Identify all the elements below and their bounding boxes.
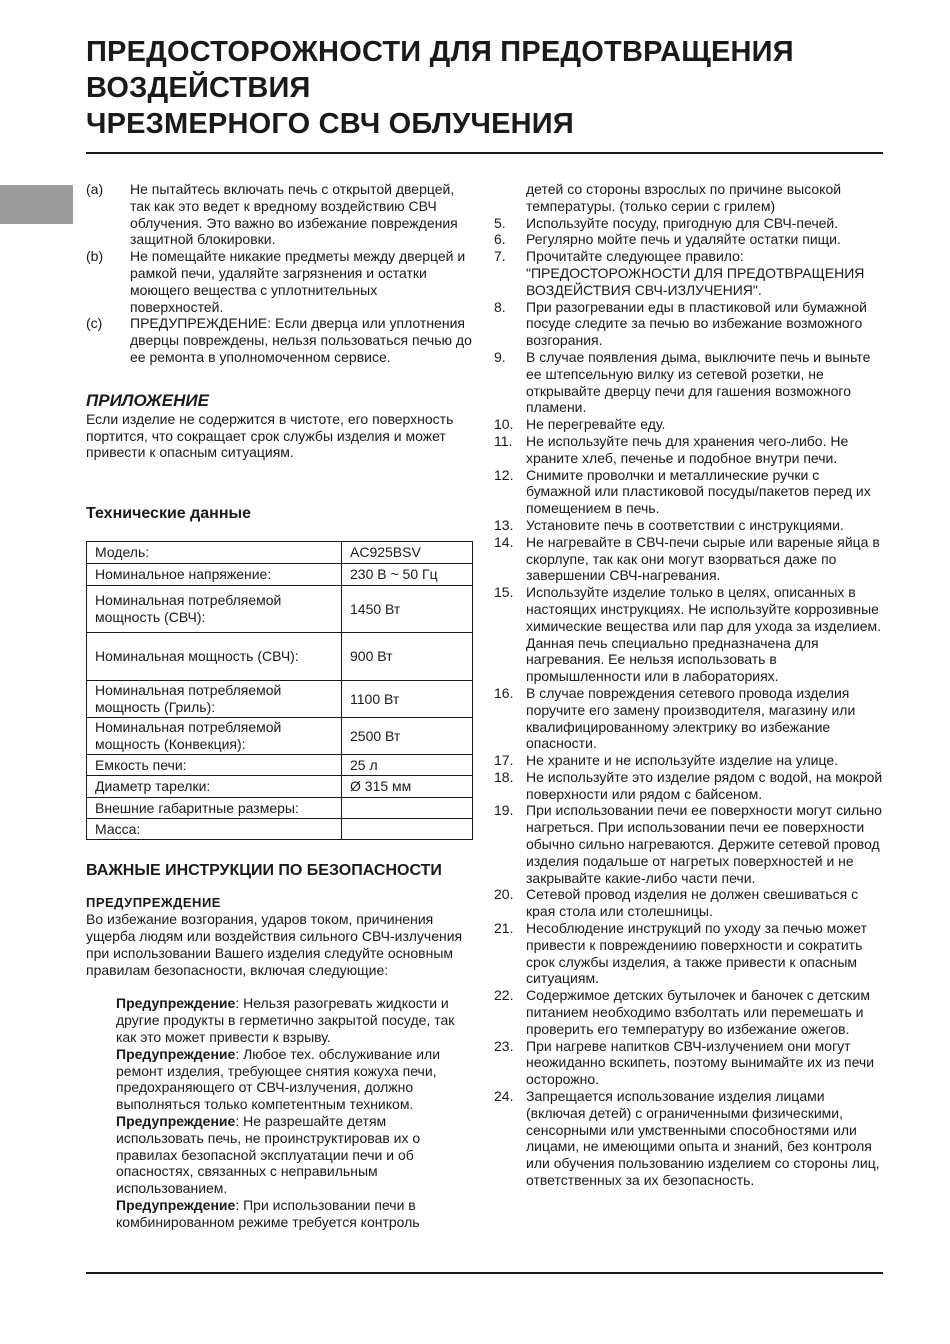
table-row xyxy=(87,633,473,681)
rule-number: 10. xyxy=(494,416,514,433)
table-row xyxy=(87,586,473,633)
precaution-item xyxy=(86,248,473,315)
table-row xyxy=(87,542,473,564)
section-tab-marker xyxy=(0,185,73,224)
rule-text: Снимите проволчки и металлические ручки с бумажной или пластиковой посуды/пакетов перед их помещением в печь. xyxy=(526,466,871,517)
warnings-list xyxy=(116,995,473,1230)
spec-label: Масса: xyxy=(87,819,342,840)
rule-text: Не нагревайте в СВЧ-печи сырые или вареные яйца в скорлупе, так как они могут взорваться даже по завершении СВЧ-нагревания. xyxy=(526,533,880,584)
spec-value xyxy=(342,798,473,819)
precautions-list xyxy=(86,181,473,366)
warning-label: Предупреждение xyxy=(116,995,236,1012)
safety-rule-item xyxy=(494,1088,886,1189)
safety-rule-item xyxy=(494,752,886,769)
rule-text: Используйте изделие только в целях, описанных в настоящих инструкциях. Не используйте коррозивные химические вещества или пар для ухода за изделием. Данная печь специально предназначена для нагревания. Ее нельзя использовать в промышленности или в лабораториях. xyxy=(526,584,882,685)
right-column xyxy=(494,181,886,1189)
warning-item xyxy=(116,1197,473,1231)
spec-value: 25 л xyxy=(342,755,473,776)
warning-item xyxy=(116,995,473,1045)
safety-rule-item xyxy=(494,802,886,886)
item-text: Не помещайте никакие предметы между дверцей и рамкой печи, удаляйте загрязнения и остатки моющего вещества с уплотнительных поверхностей. xyxy=(130,248,466,315)
item-marker: (a) xyxy=(86,181,104,197)
rule-number: 14. xyxy=(494,533,514,550)
rule-text: Используйте посуду, пригодную для СВЧ-печей. xyxy=(526,214,839,231)
safety-rule-item xyxy=(494,231,886,248)
warning-heading: ПРЕДУПРЕЖДЕНИЕ xyxy=(86,895,221,911)
rule-number: 23. xyxy=(494,1037,514,1054)
rule-number: 21. xyxy=(494,920,514,937)
safety-heading: ВАЖНЫЕ ИНСТРУКЦИИ ПО БЕЗОПАСНОСТИ xyxy=(86,862,442,880)
table-row xyxy=(87,564,473,586)
warning-item xyxy=(116,1046,473,1113)
warning-text: : Нельзя разогревать жидкости и другие продукты в герметично закрытой посуде, так как это может привести к взрыву. xyxy=(116,995,455,1045)
rule-text: Не храните и не используйте изделие на улице. xyxy=(526,752,839,769)
title-line-1: ПРЕДОСТОРОЖНОСТИ ДЛЯ ПРЕДОТВРАЩЕНИЯ xyxy=(86,36,794,68)
rule-number: 15. xyxy=(494,584,514,601)
warning-label: Предупреждение xyxy=(116,1196,236,1213)
rule-text: Сетевой провод изделия не должен свешиваться с края стола или столешницы. xyxy=(526,886,859,920)
rule-number: 7. xyxy=(494,248,506,265)
rule-text: Не используйте печь для хранения чего-либо. Не храните хлеб, печенье и подобное внутри печи. xyxy=(526,432,849,466)
spec-value: AC925BSV xyxy=(342,542,473,564)
safety-rule-item xyxy=(494,685,886,752)
safety-rule-item xyxy=(494,467,886,517)
rule-number: 9. xyxy=(494,348,506,365)
rule-text: При нагреве напитков СВЧ-излучением они могут неожиданно вскипеть, поэтому вынимайте их из печи осторожно. xyxy=(526,1037,875,1088)
appendix-heading: ПРИЛОЖЕНИЕ xyxy=(86,390,209,410)
table-row xyxy=(87,718,473,755)
safety-rule-item xyxy=(494,534,886,584)
spec-label: Номинальная мощность (СВЧ): xyxy=(87,633,342,681)
title-line-3: ЧРЕЗМЕРНОГО СВЧ ОБЛУЧЕНИЯ xyxy=(86,108,574,140)
safety-rule-item xyxy=(494,433,886,467)
rule-text: При использовании печи ее поверхности могут сильно нагреться. При использовании печи ее поверхности обычно сильно нагреваются. Держите сетевой провод изделия подальше от нагретых поверхностей и не закрывайте какие-либо части печи. xyxy=(526,802,882,886)
spec-label: Номинальная потребляемой мощность (СВЧ): xyxy=(87,586,342,633)
continued-text: детей со стороны взрослых по причине высокой температуры. (только серии с грилем) xyxy=(526,181,842,214)
spec-label: Емкость печи: xyxy=(87,755,342,776)
appendix-text: Если изделие не содержится в чистоте, его поверхность портится, что сокращает срок службы изделия и может привести к опасным ситуациям. xyxy=(86,410,454,461)
precaution-item xyxy=(86,181,473,248)
item-text: Не пытайтесь включать печь с открытой дверцей, так как это ведет к вредному воздействию СВЧ облучения. Это важно во избежание повреждения защитной блокировки. xyxy=(130,181,458,248)
rule-number: 16. xyxy=(494,684,514,701)
warning-text: : Любое тех. обслуживание или ремонт изделия, требующее снятия кожуха печи, предохраняющего от СВЧ-излучения, должно выполняться только компетентным техником. xyxy=(116,1045,441,1113)
rule-number: 13. xyxy=(494,516,514,533)
warning-label: Предупреждение xyxy=(116,1045,236,1062)
rule-text: При разогревании еды в пластиковой или бумажной посуде следите за печью во избежание возможного возгорания. xyxy=(526,298,867,349)
safety-rule-item xyxy=(494,299,886,349)
title-divider xyxy=(86,152,883,154)
warning-label: Предупреждение xyxy=(116,1112,236,1129)
item-marker: (c) xyxy=(86,315,103,332)
spec-value: Ø 315 мм xyxy=(342,776,473,798)
safety-rule-item xyxy=(494,349,886,416)
spec-value: 1100 Вт xyxy=(342,681,473,718)
table-row xyxy=(87,819,473,840)
rule-text: Содержимое детских бутылочек и баночек с детским питанием необходимо взболтать или перемешать и проверить его температуру во избежание ожегов. xyxy=(526,987,870,1037)
rule-number: 12. xyxy=(494,466,514,483)
item-text: ПРЕДУПРЕЖДЕНИЕ: Если дверца или уплотнения дверцы повреждены, нельзя пользоваться печью до ее ремонта в уполномоченном сервисе. xyxy=(130,315,472,365)
precaution-item xyxy=(86,315,473,365)
page-title xyxy=(86,34,906,142)
safety-rule-item xyxy=(494,1038,886,1088)
rule-text: Прочитайте следующее правило: "ПРЕДОСТОРОЖНОСТИ ДЛЯ ПРЕДОТВРАЩЕНИЯ ВОЗДЕЙСТВИЯ СВЧ-ИЗЛУЧЕНИЯ". xyxy=(526,248,865,298)
spec-value: 1450 Вт xyxy=(342,586,473,633)
spec-label: Номинальная потребляемой мощность (Гриль): xyxy=(87,681,342,718)
rule-number: 5. xyxy=(494,214,506,231)
tech-data-table xyxy=(86,541,473,840)
spec-label: Номинальная потребляемой мощность (Конвекция): xyxy=(87,718,342,755)
rule-number: 17. xyxy=(494,752,514,769)
table-row xyxy=(87,755,473,776)
rule-text: Не перегревайте еду. xyxy=(526,416,666,433)
table-row xyxy=(87,776,473,798)
rule-number: 18. xyxy=(494,768,514,785)
safety-rule-item xyxy=(494,920,886,987)
safety-rule-item xyxy=(494,987,886,1037)
rule-text: Запрещается использование изделия лицами (включая детей) с ограниченными физическими, сенсорными или умственными способностями или лицами, не имеющими опыта и знаний, без контроля или обучения пользованию изделием со стороны лиц, ответственных за их безопасность. xyxy=(526,1088,880,1189)
table-row xyxy=(87,798,473,819)
rule-number: 11. xyxy=(494,432,513,449)
bottom-divider xyxy=(86,1272,883,1274)
rule-number: 24. xyxy=(494,1088,514,1105)
warning-item xyxy=(116,1113,473,1197)
spec-label: Внешние габаритные размеры: xyxy=(87,798,342,819)
safety-rule-item xyxy=(494,584,886,685)
warning-text: : При использовании печи в комбинированном режиме требуется контроль xyxy=(116,1196,420,1230)
table-row xyxy=(87,681,473,718)
rule-text: Несоблюдение инструкций по уходу за печью может привести к повреждениию поверхности и сократить срок службы изделия, а также привести к опасным ситуациям. xyxy=(526,920,868,987)
safety-rules-list xyxy=(494,215,886,1189)
spec-value: 230 В ~ 50 Гц xyxy=(342,564,473,586)
left-column xyxy=(86,181,473,1231)
safety-rule-item xyxy=(494,215,886,232)
rule-text: Установите печь в соответствии с инструкциями. xyxy=(526,516,844,533)
spec-value: 2500 Вт xyxy=(342,718,473,755)
safety-rule-item xyxy=(494,248,886,298)
safety-intro: Во избежание возгорания, ударов током, причинения ущерба людям или воздействия сильного СВЧ-излучения при использовании Вашего изделия следуйте основным правилам безопасности, включая следующие: xyxy=(86,911,463,978)
spec-label: Модель: xyxy=(87,542,342,564)
item-marker: (b) xyxy=(86,248,104,265)
tech-data-heading: Технические данные xyxy=(86,505,252,523)
safety-rule-item xyxy=(494,886,886,920)
spec-label: Номинальное напряжение: xyxy=(87,564,342,586)
spec-value: 900 Вт xyxy=(342,633,473,681)
spec-value xyxy=(342,819,473,840)
warning-text: : Не разрешайте детям использовать печь, не проинструктировав их о правилах безопасной эксплуатации печи и об опасностях, связанных с неправильным использованием. xyxy=(116,1112,421,1197)
safety-rule-item xyxy=(494,517,886,534)
rule-number: 22. xyxy=(494,987,514,1004)
spec-label: Диаметр тарелки: xyxy=(87,776,342,798)
safety-rule-item xyxy=(494,416,886,433)
rule-text: В случае повреждения сетевого провода изделия поручите его замену производителя, магазину или квалифицированному электрику во избежание опасности. xyxy=(526,684,856,752)
rule-text: Регулярно мойте печь и удаляйте остатки пищи. xyxy=(526,231,841,248)
rule-number: 8. xyxy=(494,298,506,315)
rule-number: 19. xyxy=(494,802,514,819)
rule-text: В случае появления дыма, выключите печь и выньте ее штепсельную вилку из сетевой розетки, не открывайте дверцу печи для гашения возможного пламени. xyxy=(526,348,871,416)
rule-number: 6. xyxy=(494,231,506,248)
rule-text: Не используйте это изделие рядом с водой, на мокрой поверхности или рядом с байсеном. xyxy=(526,768,883,802)
rule-number: 20. xyxy=(494,886,514,903)
safety-rule-item xyxy=(494,769,886,803)
title-line-2: ВОЗДЕЙСТВИЯ xyxy=(86,72,311,104)
